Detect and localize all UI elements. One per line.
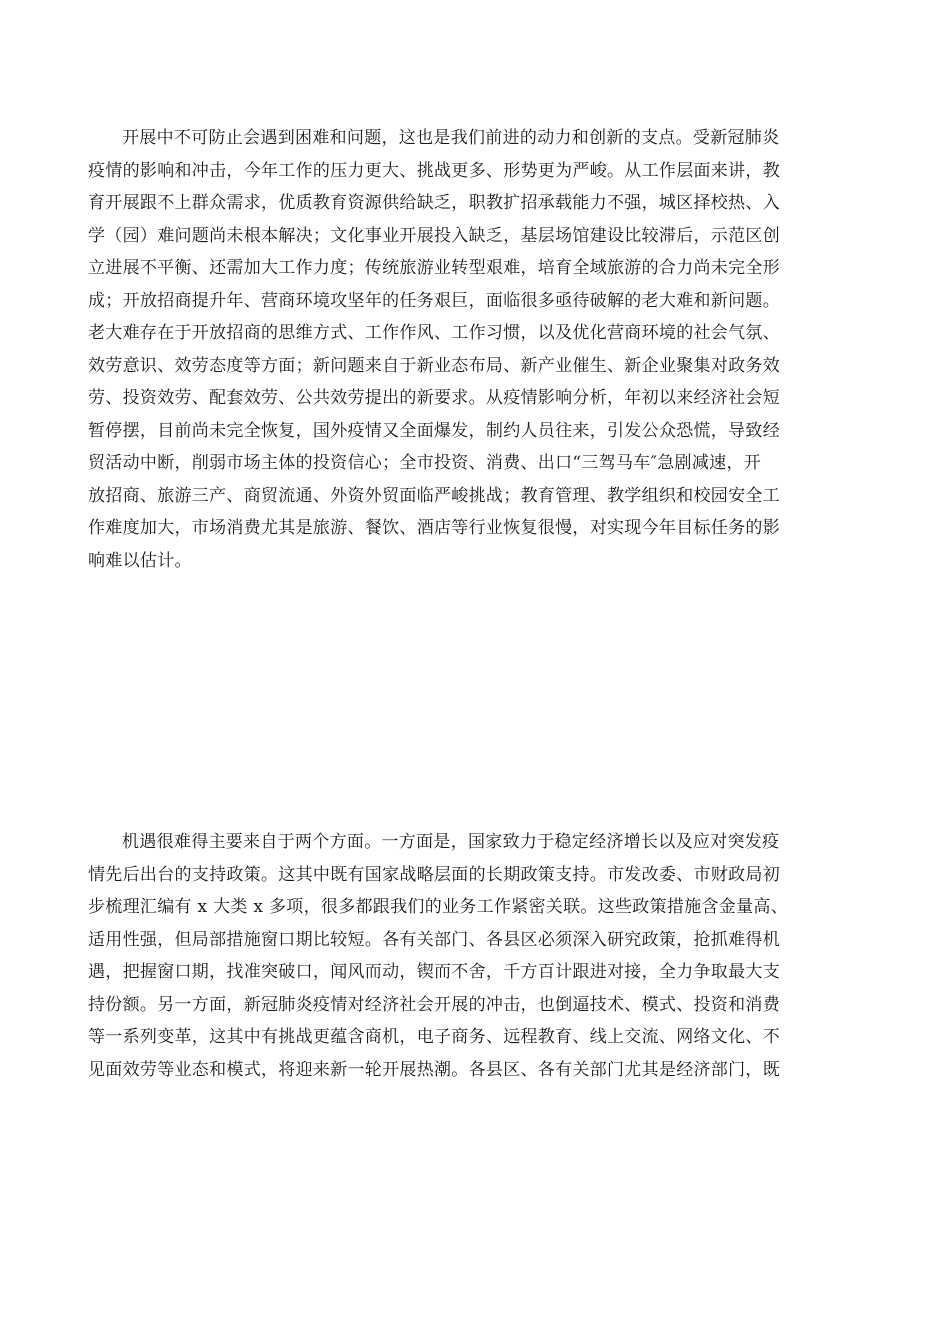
text-line: 适用性强，但局部措施窗口期比较短。各有关部门、各县区必须深入研究政策，抢抓难得机 bbox=[88, 929, 780, 950]
text-line: 成；开放招商提升年、营商环境攻坚年的任务艰巨，面临很多亟待破解的老大难和新问题。 bbox=[88, 290, 780, 311]
text-line: 持份额。另一方面，新冠肺炎疫情对经济社会开展的冲击，也倒逼技术、模式、投资和消费 bbox=[88, 994, 780, 1015]
text-line: 老大难存在于开放招商的思维方式、工作作风、工作习惯，以及优化营商环境的社会气氛、 bbox=[88, 323, 780, 343]
text-line: 响难以估计。 bbox=[88, 550, 192, 571]
text-line: 步梳理汇编有 x 大类 x 多项，很多都跟我们的业务工作紧密关联。这些政策措施含金量高、 bbox=[88, 897, 788, 917]
text-line: 育开展跟不上群众需求，优质教育资源供给缺乏，职教扩招承载能力不强，城区择校热、入 bbox=[88, 193, 780, 213]
text-line: 立进展不平衡、还需加大工作力度；传统旅游业转型艰难，培育全域旅游的合力尚未完全形 bbox=[88, 258, 780, 278]
text-line: 作难度加大，市场消费尤其是旅游、餐饮、酒店等行业恢复很慢，对实现今年目标任务的影 bbox=[88, 518, 780, 538]
text-line: 开展中不可防止会遇到困难和问题，这也是我们前进的动力和创新的支点。受新冠肺炎 bbox=[122, 128, 780, 148]
text-line: 暂停摆，目前尚未完全恢复，国外疫情又全面爆发，制约人员往来，引发公众恐慌，导致经 bbox=[88, 420, 780, 441]
paragraph-opportunities bbox=[88, 826, 863, 1086]
text-line: 机遇很难得主要来自于两个方面。一方面是，国家致力于稳定经济增长以及应对突发疫 bbox=[122, 832, 780, 852]
text-line: 学（园）难问题尚未根本解决；文化事业开展投入缺乏，基层场馆建设比较滞后，示范区创 bbox=[88, 225, 780, 246]
text-line: 等一系列变革，这其中有挑战更蕴含商机，电子商务、远程教育、线上交流、网络文化、不 bbox=[88, 1027, 780, 1047]
paragraph-challenges bbox=[88, 122, 863, 577]
text-line: 见面效劳等业态和模式，将迎来新一轮开展热潮。各县区、各有关部门尤其是经济部门，既 bbox=[88, 1059, 780, 1080]
text-line: 放招商、旅游三产、商贸流通、外资外贸面临严峻挑战；教育管理、教学组织和校园安全工 bbox=[88, 485, 780, 506]
text-line: 遇，把握窗口期，找准突破口，闻风而动，锲而不舍，千方百计跟进对接，全力争取最大支 bbox=[88, 962, 780, 982]
text-line: 劳、投资效劳、配套效劳、公共效劳提出的新要求。从疫情影响分析，年初以来经济社会短 bbox=[88, 388, 780, 408]
text-line: 疫情的影响和冲击，今年工作的压力更大、挑战更多、形势更为严峻。从工作层面来讲，教 bbox=[88, 160, 780, 181]
text-line: 情先后出台的支持政策。这其中既有国家战略层面的长期政策支持。市发改委、市财政局初 bbox=[88, 864, 780, 885]
text-line: 效劳意识、效劳态度等方面；新问题来自于新业态布局、新产业催生、新企业聚集对政务效 bbox=[88, 355, 780, 376]
text-line: 贸活动中断，削弱市场主体的投资信心；全市投资、消费、出口“三驾马车″急剧减速，开 bbox=[88, 453, 762, 473]
